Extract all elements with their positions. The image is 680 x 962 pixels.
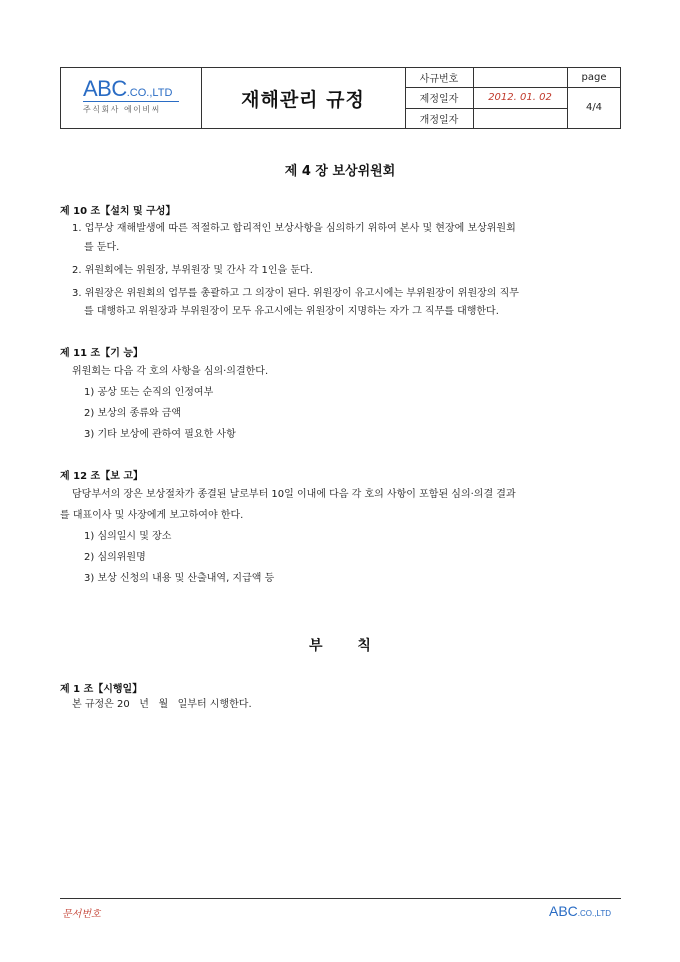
logo-suffix: .CO.,LTD (126, 87, 173, 99)
document-title: 재해관리 규정 (241, 88, 365, 111)
article-10-heading: 제 10 조【설치 및 구성】 (60, 206, 176, 217)
footer-logo-text: ABC (549, 903, 578, 919)
article-12-line: 3) 보상 신청의 내용 및 산출내역, 지급액 등 (84, 573, 275, 584)
addendum-title: 부 칙 (309, 638, 371, 654)
article-12-line: 2) 심의위원명 (84, 552, 146, 563)
addendum-article-heading: 제 1 조【시행일】 (60, 684, 143, 695)
article-10-line: 1. 업무상 재해발생에 따른 적절하고 합리적인 보상사항을 심의하기 위하여 본사 및 현장에 보상위원회 (72, 223, 516, 234)
code-value (473, 68, 567, 87)
article-11-line: 2) 보상의 종류와 금액 (84, 408, 182, 419)
label-code: 사규번호 (419, 74, 459, 85)
article-10-line: 3. 위원장은 위원회의 업무를 총괄하고 그 의장이 된다. 위원장이 유고시에는 부위원장이 위원장의 직무 (72, 288, 519, 299)
footer-divider (60, 898, 621, 899)
page-label: page (581, 72, 607, 83)
article-12-line: 담당부서의 장은 보상절차가 종결된 날로부터 10일 이내에 다음 각 호의 사항이 포함된 심의·의결 결과 (72, 489, 516, 500)
article-11-heading: 제 11 조【기 능】 (60, 348, 144, 359)
addendum-article-line: 본 규정은 20 년 월 일부터 시행한다. (72, 699, 252, 710)
chapter-title: 제 4 장 보상위원회 (284, 164, 396, 179)
label-enacted: 제정일자 (419, 94, 459, 105)
page-number: 4/4 (585, 102, 603, 113)
logo-text: ABC (83, 76, 127, 101)
article-11-line: 위원회는 다음 각 호의 사항을 심의·의결한다. (72, 366, 269, 377)
article-10-line: 를 둔다. (84, 242, 120, 253)
enacted-date: 2012. 01. 02 (488, 92, 552, 103)
article-12-line: 를 대표이사 및 사장에게 보고하여야 한다. (60, 510, 244, 521)
footer-logo-suffix: .CO.,LTD (577, 909, 611, 918)
article-12-heading: 제 12 조【보 고】 (60, 471, 144, 482)
article-10-line: 2. 위원회에는 위원장, 부위원장 및 간사 각 1인을 둔다. (72, 265, 313, 276)
document-header (60, 67, 621, 129)
article-12-line: 1) 심의일시 및 장소 (84, 531, 172, 542)
article-10-line: 를 대행하고 위원장과 부위원장이 모두 유고시에는 위원장이 지명하는 자가 그 직무를 대행한다. (84, 306, 499, 317)
label-revised: 개정일자 (419, 114, 459, 126)
footer-doc-number: 문서번호 (62, 909, 101, 920)
logo-subtitle: 주식회사 에이비씨 (83, 105, 161, 114)
article-11-line: 1) 공상 또는 순직의 인정여부 (84, 387, 214, 398)
article-11-line: 3) 기타 보상에 관하여 필요한 사항 (84, 429, 236, 440)
revised-date (473, 108, 567, 128)
footer-logo (549, 903, 611, 919)
